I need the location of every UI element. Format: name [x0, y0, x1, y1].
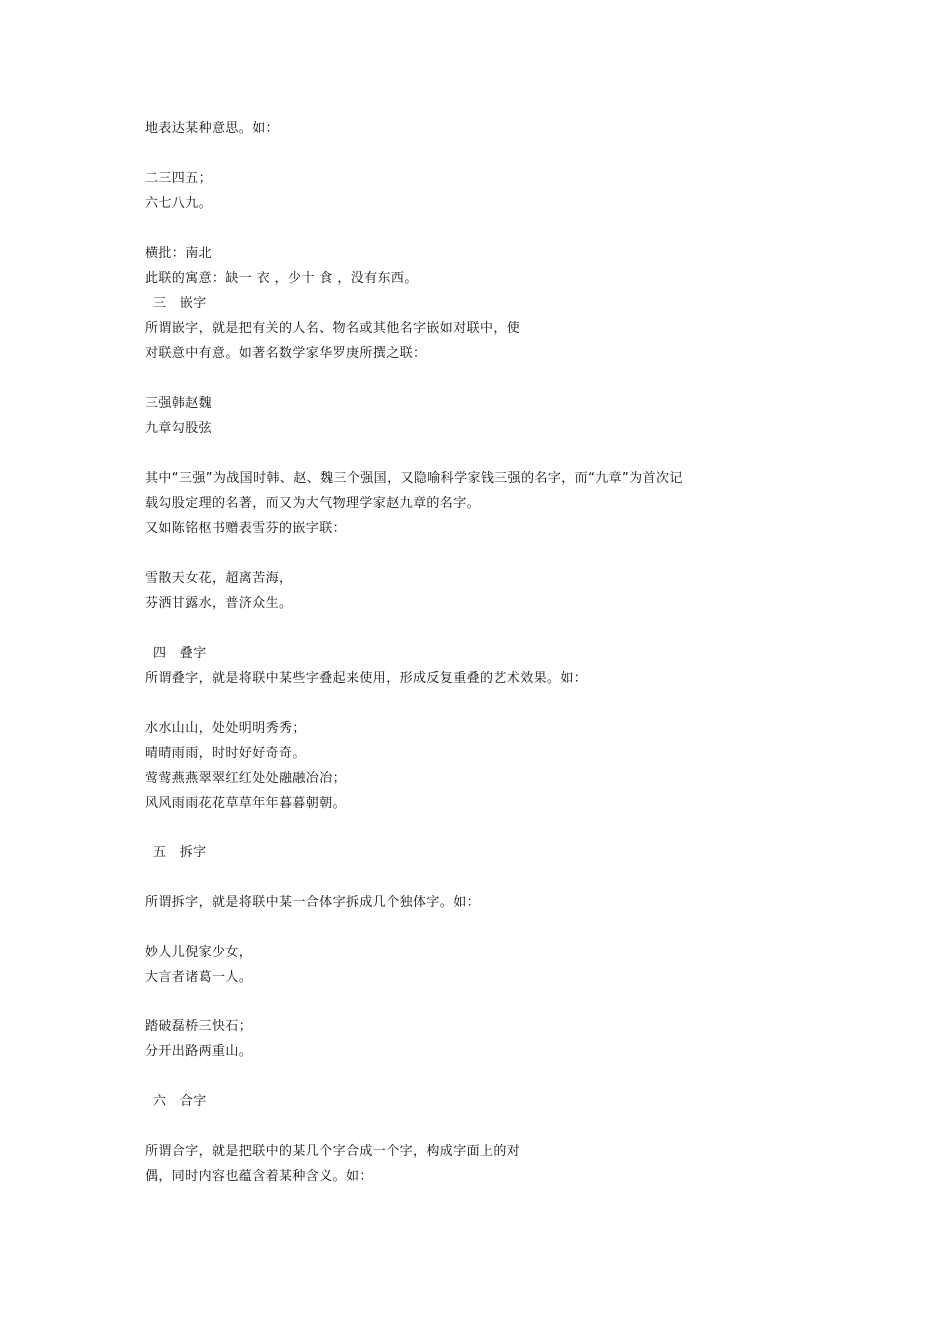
text-line: 又如陈铭枢书赠表雪芬的嵌字联：: [145, 521, 347, 536]
couplet-line: 大言者诸葛一人。: [145, 970, 253, 985]
text-line: 所谓叠字，就是将联中某些字叠起来使用，形成反复重叠的艺术效果。如：: [145, 671, 588, 686]
couplet-line: 风风雨雨花花草草年年暮暮朝朝。: [145, 796, 347, 811]
text-line: 所谓合字，就是把联中的某几个字合成一个字，构成字面上的对: [145, 1144, 521, 1159]
couplet-line: 雪散天女花，超离苦海，: [145, 571, 293, 586]
couplet-line: 水水山山，处处明明秀秀；: [145, 721, 306, 736]
text-line: 偶，同时内容也蕴含着某种含义。如：: [145, 1169, 373, 1184]
couplet-line: 三强韩赵魏: [145, 396, 213, 411]
text-line: 此联的寓意：缺一 衣 ，少十 食 ，没有东西。: [145, 271, 418, 286]
section-heading: 五 拆字: [153, 845, 207, 860]
couplet-line: 二三四五；: [145, 171, 213, 186]
section-heading: 三 嵌字: [153, 296, 207, 311]
section-heading: 六 合字: [153, 1094, 207, 1109]
couplet-line: 莺莺燕燕翠翠红红处处融融冶冶；: [145, 771, 347, 786]
text-line: 其中“三强”为战国时韩、赵、魏三个强国，又隐喻科学家钱三强的名字，而“九章”为首次记: [145, 471, 683, 486]
text-line: 所谓拆字，就是将联中某一合体字拆成几个独体字。如：: [145, 895, 481, 910]
couplet-line: 六七八九。: [145, 196, 213, 211]
text-line: 地表达某种意思。如：: [145, 121, 280, 136]
horizontal-scroll-line: 横批：南北: [145, 246, 213, 261]
couplet-line: 妙人儿倪家少女，: [145, 945, 253, 960]
couplet-line: 踏破磊桥三快石；: [145, 1019, 253, 1034]
couplet-line: 分开出路两重山。: [145, 1044, 253, 1059]
text-line: 对联意中有意。如著名数学家华罗庚所撰之联：: [145, 346, 427, 361]
text-line: 载勾股定理的名著，而又为大气物理学家赵九章的名字。: [145, 496, 481, 511]
text-line: 所谓嵌字，就是把有关的人名、物名或其他名字嵌如对联中，使: [145, 321, 521, 336]
section-heading: 四 叠字: [153, 646, 207, 661]
couplet-line: 九章勾股弦: [145, 421, 213, 436]
couplet-line: 芬洒甘露水，普济众生。: [145, 596, 293, 611]
couplet-line: 晴晴雨雨，时时好好奇奇。: [145, 746, 306, 761]
